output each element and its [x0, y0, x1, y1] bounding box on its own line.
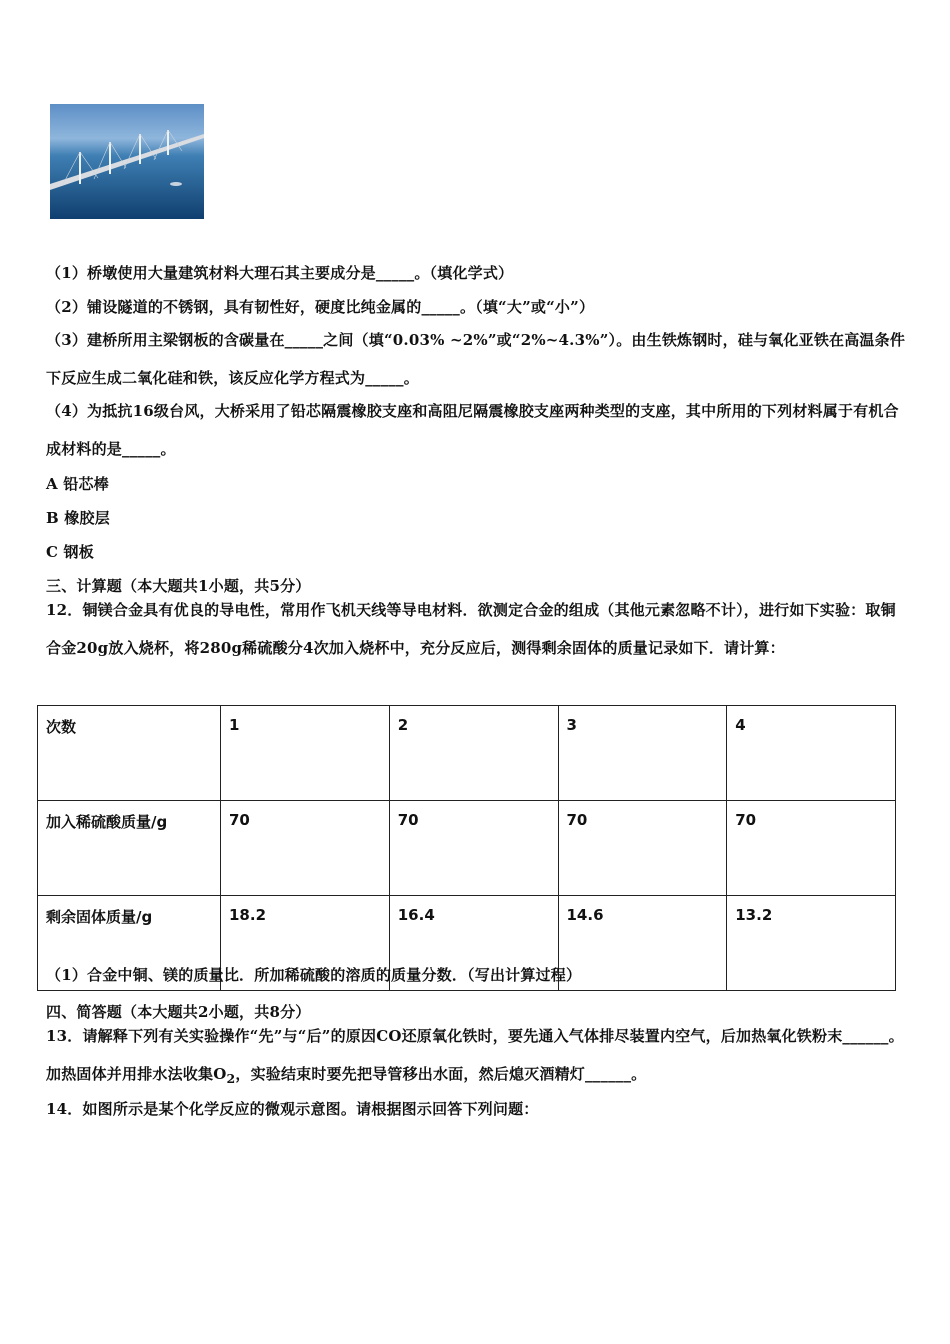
option-c: C 钢板 — [46, 543, 94, 561]
bridge-photo — [50, 104, 204, 219]
q11-part2: （2）铺设隧道的不锈钢，具有韧性好，硬度比纯金属的_____。（填“大”或“小”） — [46, 298, 595, 316]
table-cell: 4 — [727, 706, 896, 801]
q11-part3: （3）建桥所用主梁钢板的含碳量在_____之间（填“0.03% ~2%”或“2%~4.3%”）。由生铁炼钢时，硅与氧化亚铁在高温条件下反应生成二氧化硅和铁，该反应化学方程式为_____。 — [46, 331, 906, 387]
section-4-heading: 四、简答题（本大题共2小题，共8分） — [46, 1003, 311, 1021]
mass-record-table — [37, 705, 896, 991]
table-cell: 加入稀硫酸质量/g — [38, 801, 221, 896]
table-cell: 次数 — [38, 706, 221, 801]
q13-text — [46, 1017, 908, 1098]
section-3-heading: 三、计算题（本大题共1小题，共5分） — [46, 577, 311, 595]
q12-sub1: （1）合金中铜、镁的质量比．所加稀硫酸的溶质的质量分数．（写出计算过程） — [46, 966, 582, 984]
table-row — [38, 706, 896, 801]
q12-text: 12．铜镁合金具有优良的导电性，常用作飞机天线等导电材料．欲测定合金的组成（其他元素忽略不计），进行如下实验：取铜合金20g放入烧杯，将280g稀硫酸分4次加入烧杯中，充分反应后，测得剩余固体的质量记录如下．请计算： — [46, 601, 896, 657]
table-cell: 18.2 — [221, 896, 390, 991]
q11-part4: （4）为抵抗16级台风，大桥采用了铅芯隔震橡胶支座和高阻尼隔震橡胶支座两种类型的支座，其中所用的下列材料属于有机合成材料的是_____。 — [46, 402, 899, 458]
table-cell: 剩余固体质量/g — [38, 896, 221, 991]
table-cell: 2 — [389, 706, 558, 801]
table-cell: 16.4 — [389, 896, 558, 991]
table-cell: 70 — [558, 801, 727, 896]
table-cell: 1 — [221, 706, 390, 801]
q11-part1: （1）桥墩使用大量建筑材料大理石其主要成分是_____。（填化学式） — [46, 264, 514, 282]
q13-text-b: ，实验结束时要先把导管移出水面，然后熄灭酒精灯______。 — [235, 1065, 647, 1083]
q13-text-a: 13．请解释下列有关实验操作“先”与“后”的原因CO还原氧化铁时，要先通入气体排尽装置内空气，后加热氧化铁粉末______。加热固体并用排水法收集O — [46, 1027, 904, 1083]
option-a: A 铅芯棒 — [46, 475, 109, 493]
table-cell: 70 — [389, 801, 558, 896]
option-b: B 橡胶层 — [46, 509, 110, 527]
oxygen-subscript: 2 — [226, 1071, 236, 1086]
table-cell: 70 — [727, 801, 896, 896]
q14-text: 14．如图所示是某个化学反应的微观示意图。请根据图示回答下列问题： — [46, 1100, 539, 1118]
table-row — [38, 801, 896, 896]
table-cell: 13.2 — [727, 896, 896, 991]
table-cell: 14.6 — [558, 896, 727, 991]
table-cell: 3 — [558, 706, 727, 801]
table-cell: 70 — [221, 801, 390, 896]
